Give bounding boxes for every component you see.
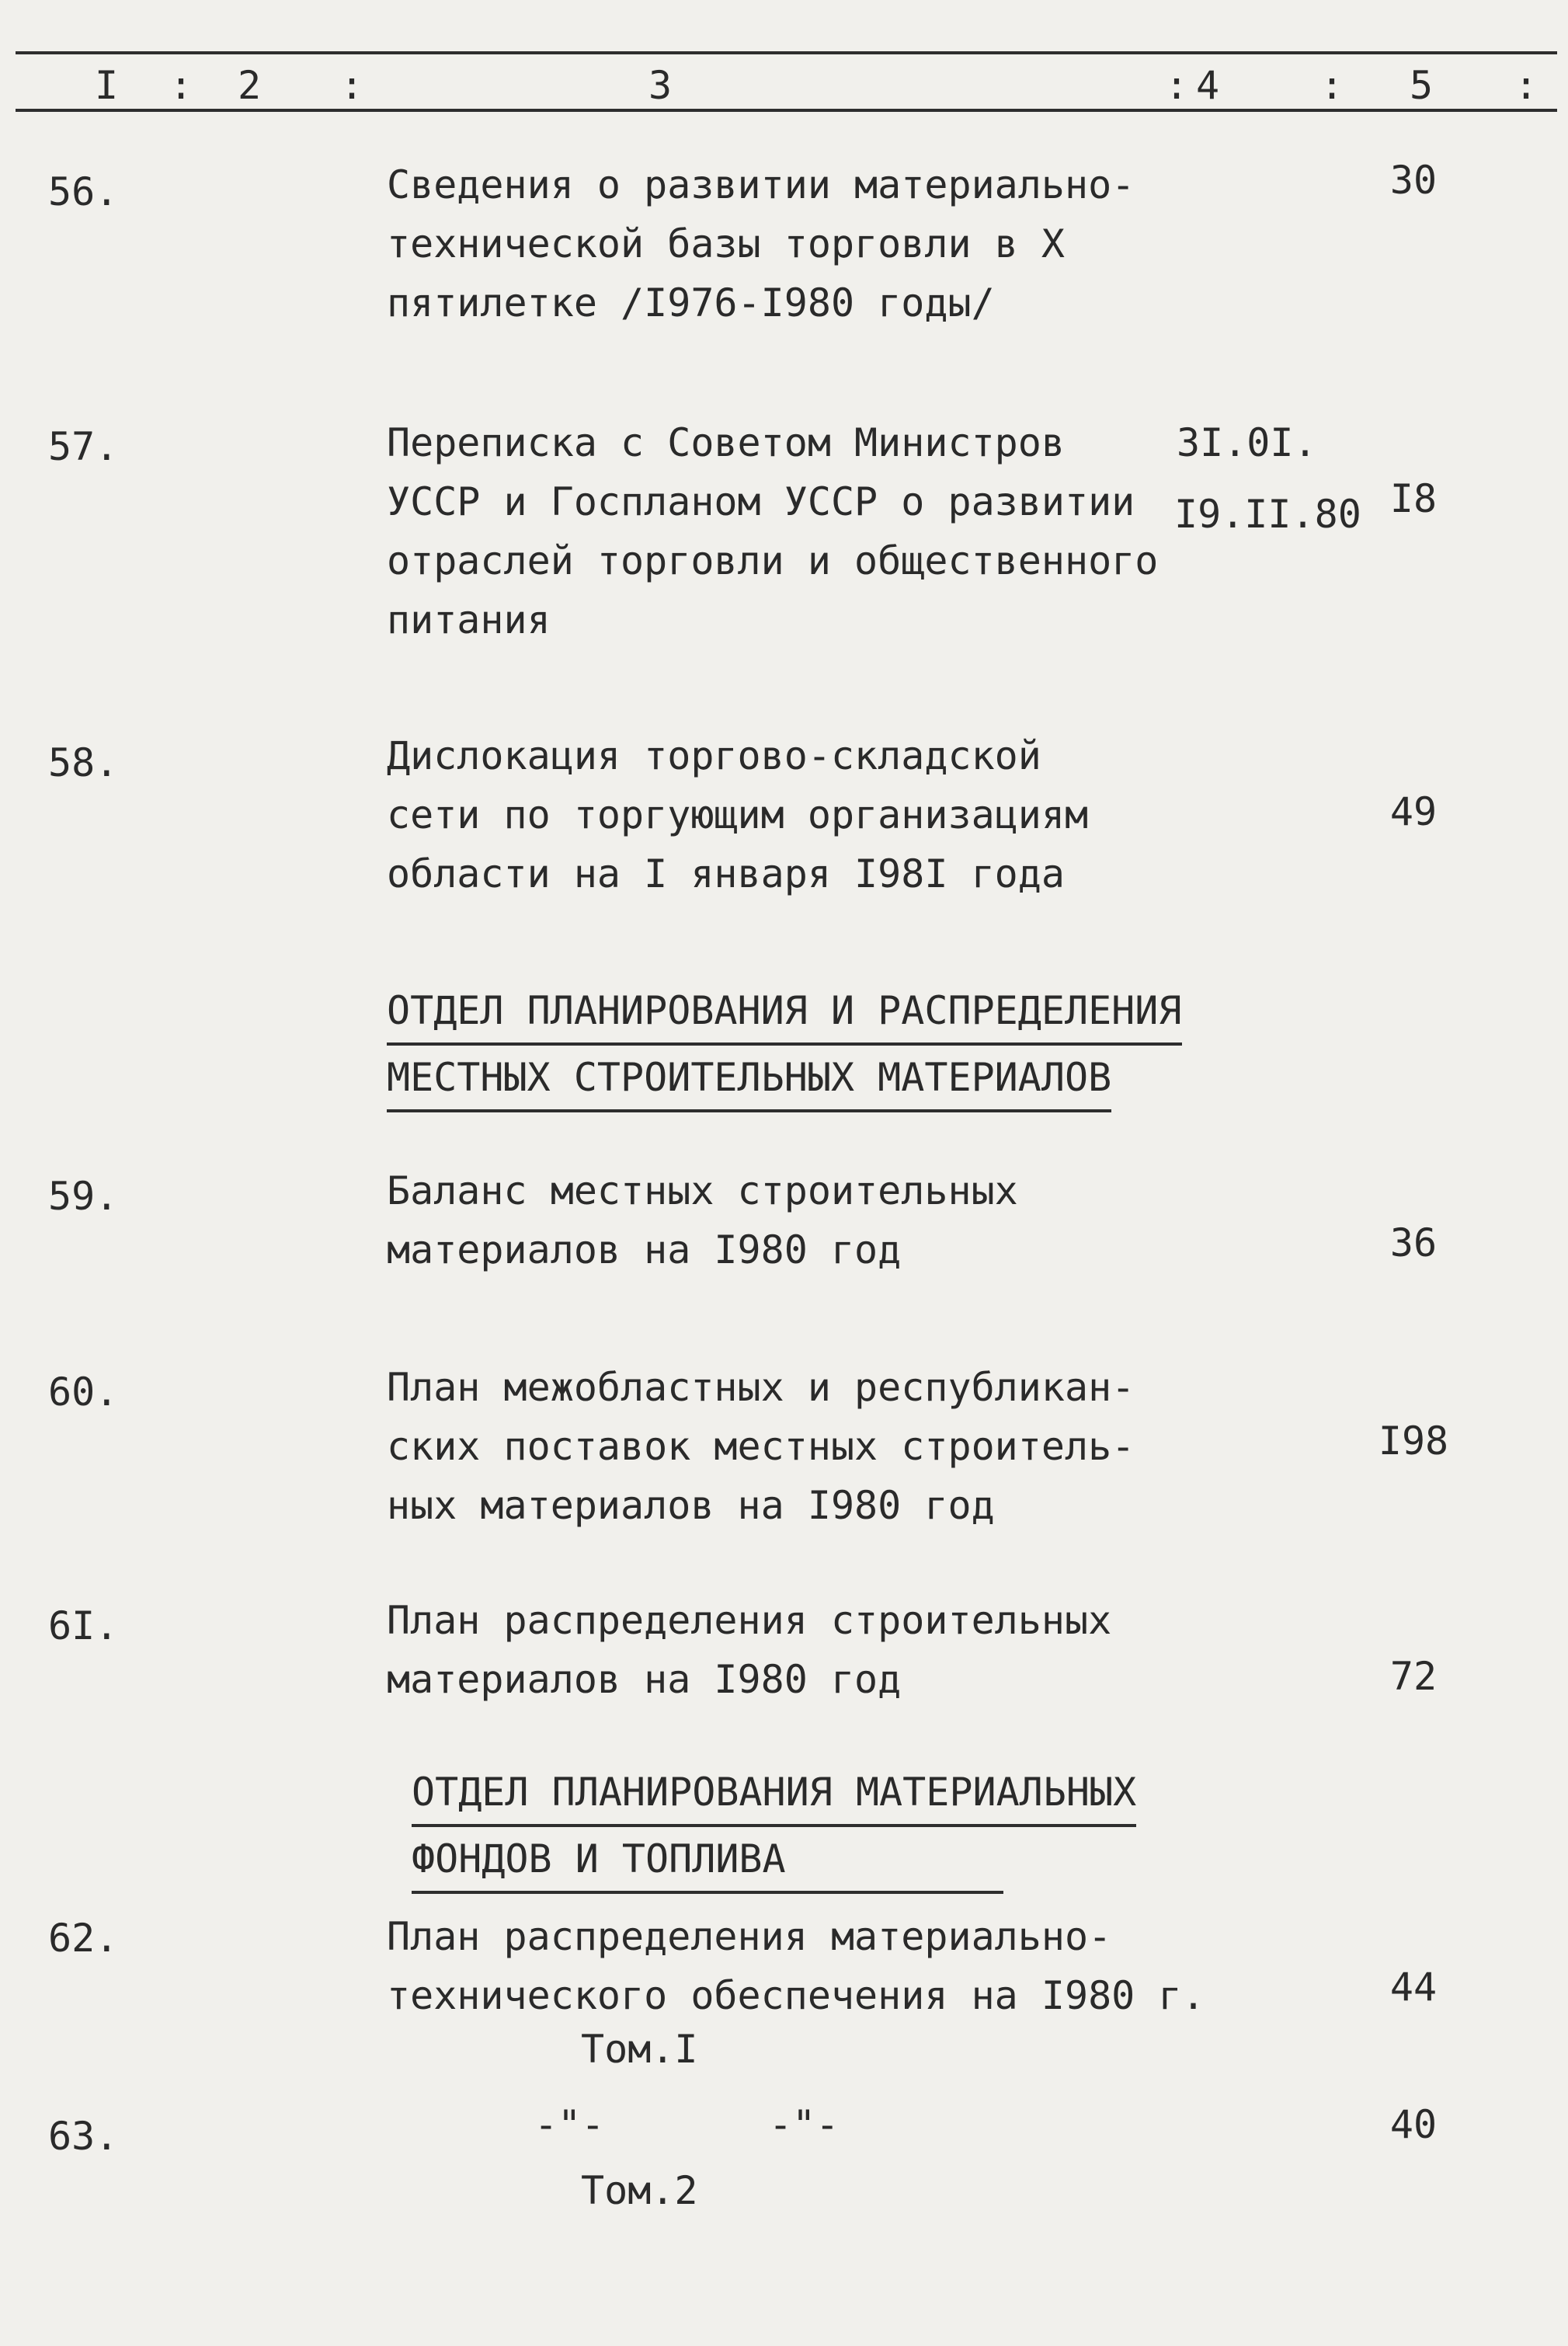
entry-date-end: I9.II.80 bbox=[1174, 492, 1361, 537]
entry-title-line: отраслей торговли и общественного bbox=[387, 538, 1159, 583]
section-heading-line: ОТДЕЛ ПЛАНИРОВАНИЯ И РАСПРЕДЕЛЕНИЯ bbox=[387, 980, 1182, 1046]
entry-sheet-count: 44 bbox=[1389, 1965, 1438, 2010]
entry-volume: Том.2 bbox=[581, 2168, 698, 2213]
column-separator: : bbox=[169, 63, 193, 108]
entry-number: 63. bbox=[48, 2114, 119, 2159]
entry-sheet-count: 40 bbox=[1389, 2102, 1438, 2147]
entry-title bbox=[387, 155, 1257, 332]
entry-volume: Том.I bbox=[581, 2027, 698, 2072]
section-heading-line: МЕСТНЫХ СТРОИТЕЛЬНЫХ МАТЕРИАЛОВ bbox=[387, 1047, 1111, 1112]
column-header-1: I bbox=[95, 63, 119, 108]
entry-title-line: пятилетке /I976-I980 годы/ bbox=[387, 280, 995, 325]
entry-title-line: ных материалов на I980 год bbox=[387, 1483, 995, 1528]
entry-title bbox=[387, 1161, 1257, 1279]
section-heading bbox=[387, 980, 1182, 1114]
column-separator: : bbox=[1165, 63, 1189, 108]
entry-title-line: Сведения о развитии материально- bbox=[387, 162, 1135, 207]
entry-title-line: Баланс местных строительных bbox=[387, 1168, 1018, 1213]
ditto-mark: -"- bbox=[534, 2102, 605, 2147]
entry-number: 58. bbox=[48, 740, 119, 785]
entry-title bbox=[387, 413, 1257, 649]
column-header-2: 2 bbox=[238, 63, 262, 108]
section-heading-line: ФОНДОВ И ТОПЛИВА bbox=[412, 1829, 1003, 1894]
entry-title-line: Переписка с Советом Министров bbox=[387, 420, 1065, 465]
entry-title bbox=[387, 726, 1257, 903]
entry-title-line: сети по торгующим организациям bbox=[387, 792, 1089, 837]
entry-number: 60. bbox=[48, 1370, 119, 1415]
section-heading-line: ОТДЕЛ ПЛАНИРОВАНИЯ МАТЕРИАЛЬНЫХ bbox=[412, 1762, 1136, 1827]
ditto-mark: -"- bbox=[769, 2102, 840, 2147]
entry-title-line: План распределения строительных bbox=[387, 1598, 1112, 1643]
entry-title bbox=[387, 1907, 1257, 2025]
header-bottom-rule bbox=[16, 109, 1557, 112]
entry-number: 62. bbox=[48, 1916, 119, 1961]
column-separator: : bbox=[1514, 63, 1538, 108]
entry-sheet-count: I98 bbox=[1378, 1418, 1449, 1464]
entry-sheet-count: 72 bbox=[1389, 1654, 1438, 1699]
column-header-5: 5 bbox=[1410, 63, 1434, 108]
entry-date-start: 3I.0I. bbox=[1177, 420, 1317, 465]
column-separator: : bbox=[340, 63, 364, 108]
entry-title-line: области на I января I98I года bbox=[387, 851, 1065, 896]
entry-sheet-count: I8 bbox=[1389, 476, 1438, 521]
section-heading bbox=[412, 1762, 1136, 1895]
header-top-rule bbox=[16, 51, 1557, 54]
entry-number: 59. bbox=[48, 1174, 119, 1219]
entry-title bbox=[387, 1358, 1257, 1535]
entry-sheet-count: 36 bbox=[1389, 1220, 1438, 1265]
entry-number: 57. bbox=[48, 424, 119, 469]
column-header-4: 4 bbox=[1196, 63, 1220, 108]
entry-sheet-count: 30 bbox=[1389, 158, 1438, 203]
entry-sheet-count: 49 bbox=[1389, 789, 1438, 834]
entry-title-line: технического обеспечения на I980 г. bbox=[387, 1973, 1205, 2018]
column-separator: : bbox=[1320, 63, 1344, 108]
entry-number: 6I. bbox=[48, 1603, 119, 1648]
entry-title-line: материалов на I980 год bbox=[387, 1657, 902, 1702]
entry-title bbox=[387, 1591, 1257, 1709]
entry-title-line: ских поставок местных строитель- bbox=[387, 1424, 1135, 1469]
entry-title-line: технической базы торговли в X bbox=[387, 221, 1065, 266]
entry-title-line: материалов на I980 год bbox=[387, 1227, 902, 1272]
entry-title-line: Дислокация торгово-складской bbox=[387, 733, 1041, 778]
entry-title-line: питания bbox=[387, 597, 551, 642]
entry-title-line: План межобластных и республикан- bbox=[387, 1365, 1135, 1410]
column-header-3: 3 bbox=[648, 63, 673, 108]
entry-title-line: УССР и Госпланом УССР о развитии bbox=[387, 479, 1135, 524]
entry-number: 56. bbox=[48, 169, 119, 214]
entry-title-line: План распределения материально- bbox=[387, 1914, 1112, 1959]
